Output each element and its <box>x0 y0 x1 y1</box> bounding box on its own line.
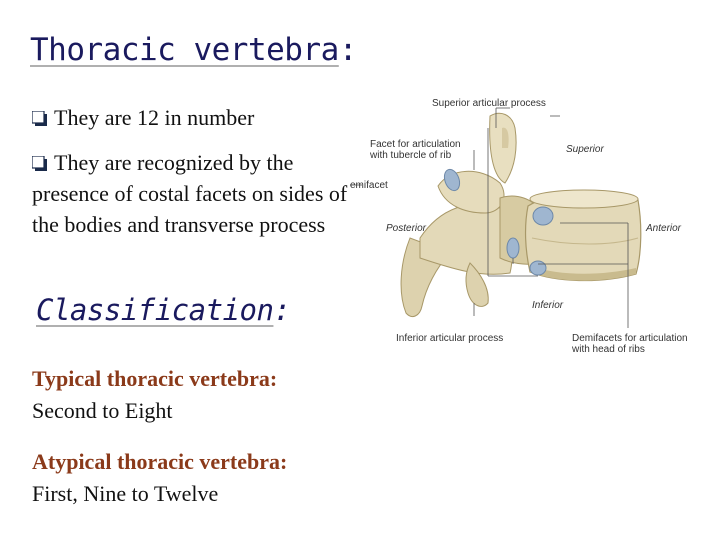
atypical-heading: Atypical thoracic vertebra: <box>32 449 288 474</box>
label-inferior-articular-process: Inferior articular process <box>396 333 504 344</box>
checkbox-square-icon <box>32 156 46 170</box>
label-facet-tubercle-1: Facet for articulation <box>370 139 461 150</box>
label-superior-articular-process: Superior articular process <box>432 98 546 109</box>
vertebra-figure <box>350 88 720 368</box>
typical-block <box>32 363 277 427</box>
classification-colon: : <box>273 293 291 327</box>
bullet-item-recognition <box>32 147 362 240</box>
checkbox-square-icon <box>32 111 46 125</box>
slide-title-text: Thoracic vertebra <box>30 32 339 68</box>
slide-title-colon: : <box>338 32 357 68</box>
label-demifacet: emifacet <box>350 180 388 191</box>
typical-value: Second to Eight <box>32 398 173 423</box>
label-demifacets-1: Demifacets for articulation <box>572 333 688 344</box>
slide-title <box>30 32 357 68</box>
label-posterior: Posterior <box>386 223 427 234</box>
bullet-text-recognition: They are recognized by the presence of costal facets on sides of the bodies and transverse process <box>32 150 348 237</box>
typical-heading: Typical thoracic vertebra: <box>32 366 278 391</box>
label-inferior: Inferior <box>532 300 564 311</box>
label-anterior: Anterior <box>646 223 682 234</box>
atypical-value: First, Nine to Twelve <box>32 481 219 506</box>
label-facet-tubercle-2: with tubercle of rib <box>370 150 452 161</box>
bullet-text-count: They are 12 in number <box>54 105 255 130</box>
label-superior: Superior <box>566 144 604 155</box>
atypical-block <box>32 446 287 510</box>
classification-heading-text: Classification <box>36 293 274 327</box>
classification-heading <box>36 293 290 327</box>
label-demifacets-2: with head of ribs <box>572 344 645 355</box>
bullet-item-count <box>32 102 372 133</box>
